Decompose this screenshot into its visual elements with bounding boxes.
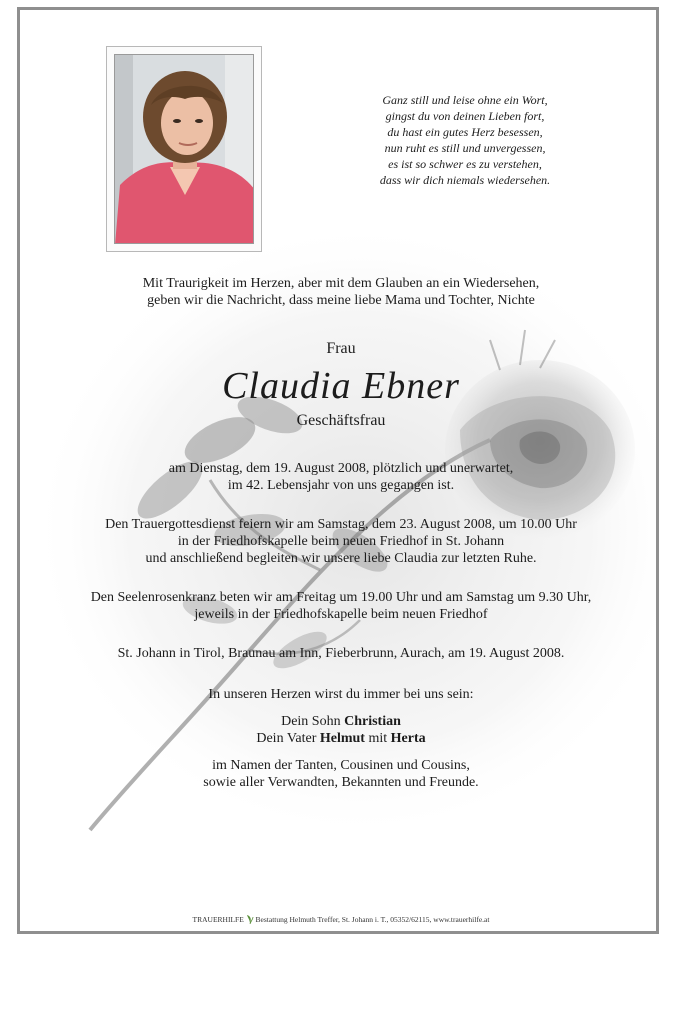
mourner-connector: mit bbox=[364, 731, 391, 746]
mourner-prefix: Dein Sohn bbox=[281, 714, 345, 729]
service-line: Den Trauergottesdienst feiern wir am Samstag, dem 23. August 2008, um 10.00 Uhr bbox=[105, 517, 577, 532]
leaf-icon bbox=[246, 914, 254, 924]
poem-line: gingst du von deinen Lieben fort, bbox=[385, 109, 545, 123]
footer-text: Bestattung Helmuth Treffer, St. Johann i. T., 05352/62115, www.trauerhilfe.at bbox=[255, 915, 490, 924]
deceased-name: Claudia Ebner bbox=[222, 365, 460, 407]
portrait-frame bbox=[106, 46, 262, 252]
poem-line: dass wir dich niemals wiedersehen. bbox=[379, 173, 551, 187]
mourner-prefix: Dein Vater bbox=[256, 731, 320, 746]
service-line: und anschließend begleiten wir unsere liebe Claudia zur letzten Ruhe. bbox=[145, 551, 537, 566]
mourner-parents bbox=[20, 730, 659, 747]
portrait-image bbox=[115, 55, 254, 244]
relatives-line: im Namen der Tanten, Cousinen und Cousins, bbox=[212, 758, 470, 773]
poem-line: nun ruht es still und unvergessen, bbox=[384, 141, 546, 155]
rosary-line: Den Seelenrosenkranz beten wir am Freitag um 19.00 Uhr und am Samstag um 9.30 Uhr, bbox=[90, 590, 592, 605]
poem-line: Ganz still und leise ohne ein Wort, bbox=[382, 93, 548, 107]
mourner-son bbox=[20, 713, 659, 730]
death-line: im 42. Lebensjahr von uns gegangen ist. bbox=[227, 478, 455, 493]
rosary-line: jeweils in der Friedhofskapelle beim neuen Friedhof bbox=[194, 607, 488, 622]
service-line: in der Friedhofskapelle beim neuen Friedhof in St. Johann bbox=[177, 534, 505, 549]
footer-brand: TRAUERHILFE bbox=[192, 915, 244, 924]
mourner-name: Christian bbox=[344, 714, 401, 729]
poem-line: du hast ein gutes Herz besessen, bbox=[387, 125, 543, 139]
relatives-line: sowie aller Verwandten, Bekannten und Freunde. bbox=[203, 775, 479, 790]
salutation: Frau bbox=[326, 340, 356, 357]
poem bbox=[320, 92, 610, 188]
portrait-photo bbox=[114, 54, 254, 244]
mourner-name: Helmut bbox=[319, 731, 365, 746]
obituary-card bbox=[17, 7, 659, 934]
mourner-name: Herta bbox=[390, 731, 426, 746]
intro-line: geben wir die Nachricht, dass meine liebe Mama und Tochter, Nichte bbox=[147, 293, 535, 308]
footer bbox=[20, 914, 659, 924]
place-date: St. Johann in Tirol, Braunau am Inn, Fieberbrunn, Aurach, am 19. August 2008. bbox=[117, 646, 565, 661]
poem-line: es ist so schwer es zu verstehen, bbox=[388, 157, 542, 171]
profession: Geschäftsfrau bbox=[296, 412, 386, 429]
intro-line: Mit Traurigkeit im Herzen, aber mit dem Glauben an ein Wiedersehen, bbox=[142, 276, 540, 291]
remembrance-line: In unseren Herzen wirst du immer bei uns sein: bbox=[208, 687, 474, 702]
death-line: am Dienstag, dem 19. August 2008, plötzlich und unerwartet, bbox=[168, 461, 514, 476]
